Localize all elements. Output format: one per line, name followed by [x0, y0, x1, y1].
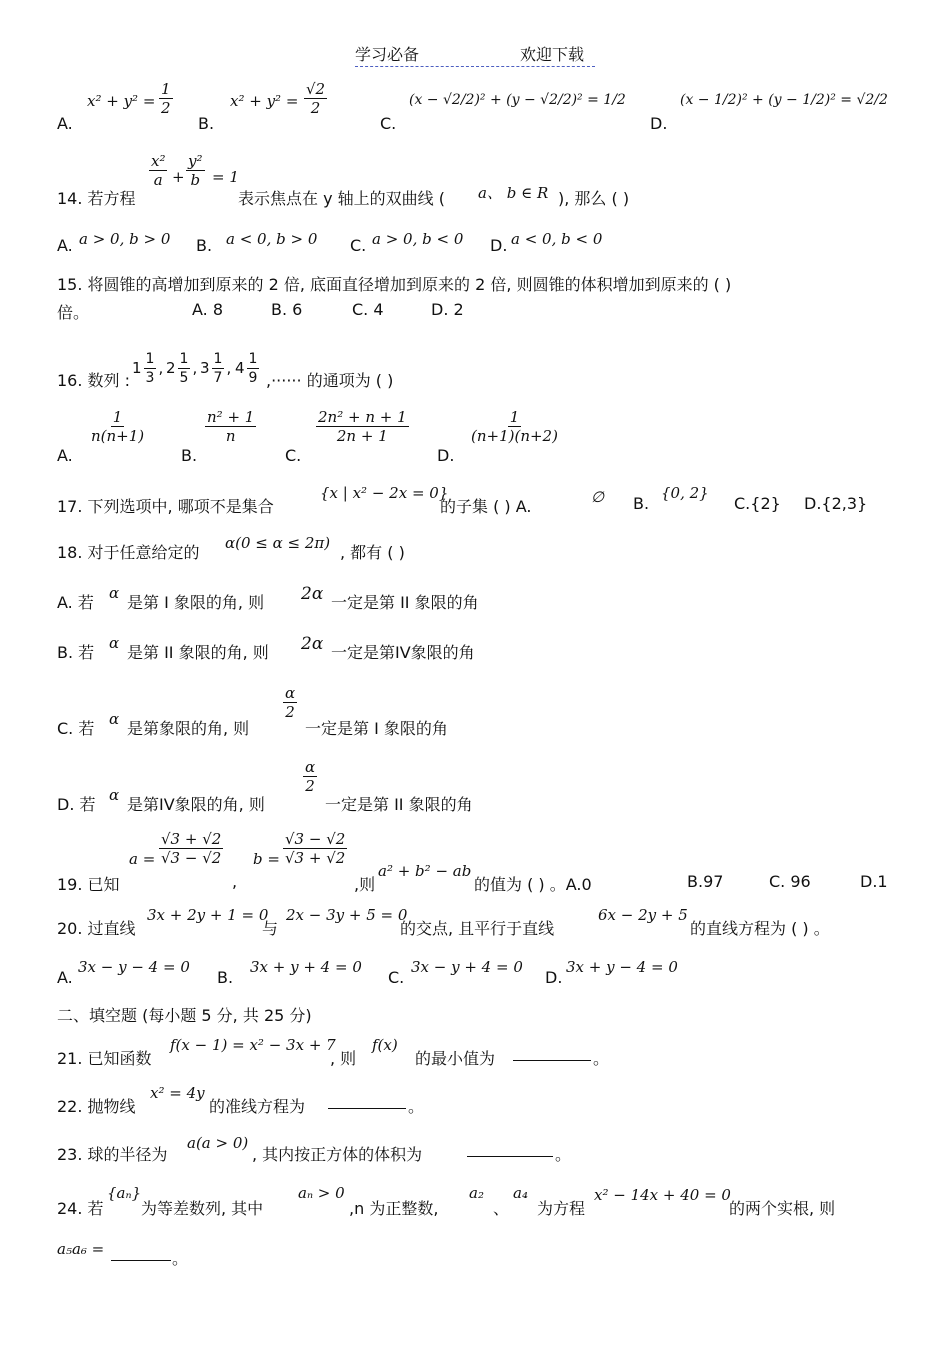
option-a-label: A. [57, 114, 73, 133]
q16-option-b: $\frac{\text{n² + 1}}{n}$ [207, 408, 255, 445]
q16-term-3: 3 $\frac{1}{7}$ , [200, 351, 232, 386]
question-21: 21. 已知函数 f(x − 1) = x² − 3x + 7 , 则 f(x) 的最小值为 。 [57, 1036, 610, 1068]
answer-blank-21[interactable] [513, 1046, 591, 1061]
empty-set-symbol: ∅ [591, 488, 605, 506]
option-d-expr: (x − 1/2)² + (y − 1/2)² = √2/2 [680, 92, 888, 108]
question-18-option-d: D. 若 α 是第IV象限的角, 则 $\frac{\alpha}{2}$ 一定是第 II 象限的角 [57, 758, 473, 814]
option-a-expr-lhs: x² + y² = [87, 92, 156, 110]
q14-rhs: = 1 [212, 168, 239, 186]
option-a-fraction: $\frac{1}{2}$ [161, 80, 171, 117]
option-c-expr: (x − √2/2)² + (y − √2/2)² = 1/2 [409, 92, 626, 108]
header-right-text: 欢迎下载 [520, 45, 585, 64]
question-18-option-b: B. 若 α 是第 II 象限的角, 则 2α 一定是第IV象限的角 [57, 634, 475, 662]
question-18-option-c: C. 若 α 是第象限的角, 则 $\frac{\alpha}{2}$ 一定是第 I 象限的角 [57, 684, 448, 738]
q16-option-a: $\frac{1}{n(n+1)}$ [91, 408, 145, 445]
q16-term-2: 2 $\frac{1}{5}$ , [166, 351, 198, 386]
option-b-label: B. [198, 114, 215, 133]
question-14-options: A. a > 0, b > 0 B. a < 0, b > 0 C. a > 0, b < 0 D. a < 0, b < 0 [57, 230, 603, 255]
question-15: 15. 将圆锥的高增加到原来的 2 倍, 底面直径增加到原来的 2 倍, 则圆锥的体积增加到原来的 ( ) [57, 275, 732, 294]
header-left-text: 学习必备 [355, 45, 420, 64]
option-b-fraction: $\frac{√2}{2}$ [306, 80, 326, 117]
question-24: 24. 若 {aₙ} 为等差数列, 其中 aₙ > 0 ,n 为正整数, a₂ 、 a₄ 为方程 x² − 14x + 40 = 0 的两个实根, 则 [57, 1184, 836, 1218]
q16-term-4: 4 $\frac{1}{9}$ [235, 351, 258, 386]
question-15-line2: 倍。 A. 8 B. 6 C. 4 D. 2 [57, 300, 464, 322]
q14-text: 表示焦点在 y 轴上的双曲线 ( [238, 189, 445, 208]
q14-fraction-x: $\frac{\text{x²}}{a}$ [151, 152, 166, 189]
q16-option-c: $\frac{\text{2n² + n + 1}}{2n + 1}$ [318, 408, 407, 445]
q16-option-d: $\frac{1}{(n+1)(n+2)}$ [471, 408, 558, 445]
q14-fraction-y: $\frac{\text{y²}}{b}$ [188, 152, 203, 189]
q14-condition: a、 b ∈ R [478, 184, 549, 202]
answer-blank-23[interactable] [467, 1142, 553, 1157]
option-d-label: D. [650, 114, 668, 133]
question-20-options: A. 3x − y − 4 = 0 B. 3x + y + 4 = 0 C. 3x − y + 4 = 0 D. 3x + y − 4 = 0 [57, 958, 678, 987]
question-24-line2: a₅a₆ = 。 [57, 1240, 189, 1268]
section-2-title: 二、填空题 (每小题 5 分, 共 25 分) [57, 1006, 312, 1025]
question-13-options [57, 80, 917, 132]
question-18: 18. 对于任意给定的 α(0 ≤ α ≤ 2π) , 都有 ( ) [57, 534, 405, 562]
question-14: 14. 若方程 $\frac{\text{x²}}{a}$ + $\frac{\text{y²}}{b}$ = 1 表示焦点在 y 轴上的双曲线 ( a、 b ∈ R ), 那么 ( ) [57, 152, 630, 208]
question-18-option-a: A. 若 α 是第 I 象限的角, 则 2α 一定是第 II 象限的角 [57, 584, 479, 612]
question-16-options: A. $\frac{1}{n(n+1)}$ B. $\frac{\text{n² + 1}}{n}$ C. $\frac{\text{2n² + n + 1}}{2n + 1}$ D. $\frac{1}{(n+1)(n+2)}$ [57, 408, 558, 465]
question-19: 19. 已知 a = $\frac{√3 + √2}{√3 - √2}$ , b = $\frac{√3 - √2}{√3 + √2}$ ,则 a² + b² − ab 的值为 ( ) 。A.0 B.97 C. 96 D.1 [57, 830, 888, 894]
q14-number: 14. 若方程 [57, 189, 136, 208]
question-16: 16. 数列 : 1 $\frac{1}{3}$ , 2 $\frac{1}{5}$ , 3 $\frac{1}{7}$ , 4 $\frac{1}{9}$ ,······ 的通项为 ( ) [57, 351, 394, 390]
answer-blank-24[interactable] [111, 1246, 171, 1261]
question-20: 20. 过直线 3x + 2y + 1 = 0 与 2x − 3y + 5 = 0 的交点, 且平行于直线 6x − 2y + 5 的直线方程为 ( ) 。 [57, 906, 830, 938]
q17-set: {x | x² − 2x = 0} [320, 484, 449, 502]
answer-blank-22[interactable] [328, 1094, 406, 1109]
q16-term-1: 1 $\frac{1}{3}$ , [132, 351, 164, 386]
page-header [355, 42, 595, 67]
q16-tail: ,······ 的通项为 ( ) [266, 371, 394, 390]
q14-tail: ), 那么 ( ) [558, 189, 630, 208]
question-17: 17. 下列选项中, 哪项不是集合 {x | x² − 2x = 0} 的子集 ( ) A. ∅ B. {0, 2} C.{2} D.{2,3} [57, 484, 868, 516]
question-22: 22. 抛物线 x² = 4y 的准线方程为 。 [57, 1084, 425, 1116]
option-c-label: C. [380, 114, 397, 133]
option-b-expr-lhs: x² + y² = [230, 92, 299, 110]
question-23: 23. 球的半径为 a(a > 0) , 其内按正方体的体积为 。 [57, 1134, 572, 1164]
